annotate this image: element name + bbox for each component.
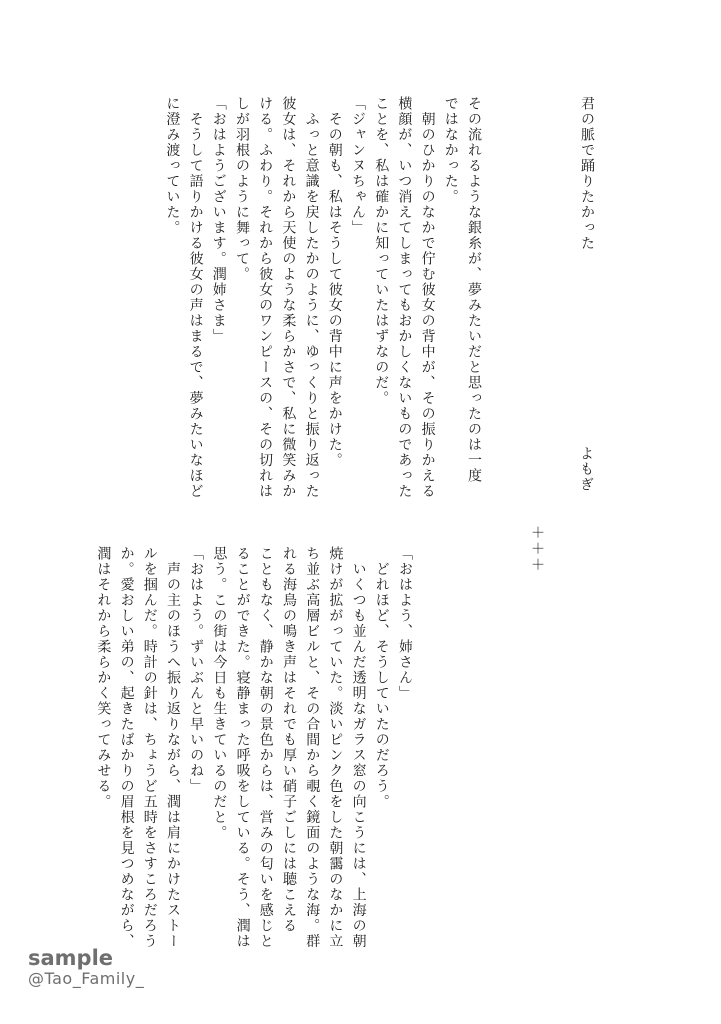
watermark-handle: @Tao_Family_ — [28, 969, 145, 988]
watermark-sample-label: sample — [28, 946, 114, 970]
watermark — [28, 948, 144, 987]
story-title: 君の脈で踊りたかった — [579, 96, 595, 251]
upper-text-block: その流れるような銀糸が、夢みたいだと思ったのは一度 ではなかった。 朝のひかりのなかで佇む彼女の背中が、その振りかえる 横顔が、いつ消えてしまってもおかしくないものであった ことを、私は確かに知っていたはずなのだ。 「ジャンヌちゃん」 その朝も、私はそうして彼女の背中に声をかけた。 ふっと意識を戻したかのように、ゆっくりと振り返った 彼女は、それから天使のような柔らかさで、私に微笑みか ける。ふわり。それから彼女のワンピースの、その切れは しが羽根のように舞って。 「おはようございます。潤姉さま」 そうして語りかける彼女の声はまるで、夢みたいなほど に澄み渡っていた。 — [164, 96, 482, 499]
section-divider: ＋＋＋ — [529, 525, 545, 573]
lower-text-block: 「おはよう、姉さん」 どれほど、そうしていたのだろう。 いくつも並んだ透明なガラス窓の向こうには、上海の朝 焼けが拡がっていた。淡いピンク色をした朝靄のなかに立 ち並ぶ高層ビルと、その合間から覗く鏡面のような海。群 れる海鳥の鳴き声はそれでも厚い硝子ごしには聴こえる こともなく、静かな朝の景色からは、営みの匂いを感じと ることができた。寝静まった呼吸をしている。そう、潤は 思う。この街は今日も生きているのだと。 「おはよう。ずいぶんと早いのね」 声の主のほうへ振り返りながら、潤は肩にかけたストー ルを掴んだ。時計の針は、ちょうど五時をさすころだろう か。愛おしい弟の、起きたばかりの眉根を見つめながら、 潤はそれから柔らかく笑ってみせる。 — [95, 546, 413, 949]
author-name: よもぎ — [578, 446, 594, 493]
